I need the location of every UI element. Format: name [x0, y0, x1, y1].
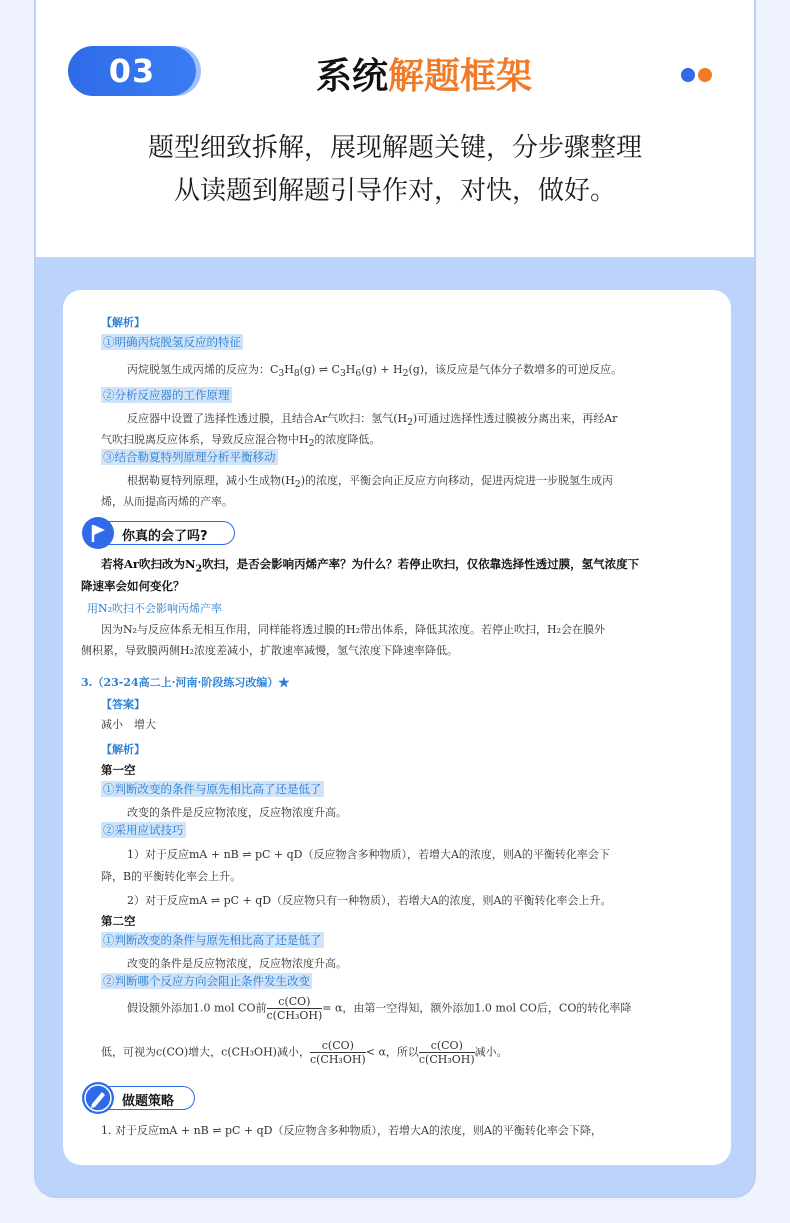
paragraph-3b: 烯，从而提高丙烯的产率。: [101, 495, 233, 508]
analysis-label-2: 【解析】: [101, 743, 145, 756]
orange-dot-icon: [698, 68, 712, 82]
blank-1-heading: 第一空: [101, 763, 136, 777]
answer-label: 【答案】: [101, 698, 145, 711]
flag-icon: [82, 517, 114, 549]
answer-value: 减小 增大: [101, 718, 156, 731]
content-card: [63, 290, 731, 1165]
step-heading-4: ①判断改变的条件与原先相比高了还是低了: [103, 782, 322, 796]
paragraph-5c: 2）对于反应mA ⇌ pC + qD（反应物只有一种物质），若增大A的浓度，则A的平衡转化率会上升。: [127, 894, 612, 907]
pencil-icon: [82, 1082, 114, 1114]
paragraph-5b: 降，B的平衡转化率会上升。: [101, 870, 242, 883]
blue-dot-icon: [681, 68, 695, 82]
paragraph-2a: 反应器中设置了选择性透过膜，且结合Ar气吹扫：氢气$(H_2)$可通过选择性透过膜被分离出来，再经Ar: [127, 412, 618, 429]
header-panel: [36, 0, 754, 257]
fraction-2: $\frac{c(CO)}{\text{c(CH₃OH)}}$: [309, 1039, 366, 1066]
section-number-badge: 03: [68, 46, 196, 96]
subtitle-line-2: 从读题到解题引导作对，对快，做好。: [173, 176, 616, 206]
step-heading-2: ②分析反应器的工作原理: [103, 388, 230, 402]
paragraph-5a: 1）对于反应mA + nB ⇌ pC + qD（反应物含多种物质），若增大A的浓度，则A的平衡转化率会下: [127, 848, 610, 861]
paragraph-3a: 根据勒夏特列原理，减小生成物$(H_2)$的浓度，平衡会向正反应方向移动，促进丙烷进一步脱氢生成丙: [127, 474, 614, 491]
paragraph-7b: 低，可视为c(CO)增大，c(CH₃OH)减小， $\frac{c(CO)}{\text{c(CH₃OH)}}$ < α，所以 $\frac{c(CO)}{\text{c(CH₃OH)}}$ 减小。: [101, 1039, 508, 1066]
analysis-label: 【解析】: [101, 316, 145, 329]
explanation-line-2: 侧积累，导致膜两侧H₂浓度差减小，扩散速率减慢，氢气浓度下降速率降低。: [81, 644, 458, 657]
decor-dots: [681, 67, 715, 86]
paragraph-6: 改变的条件是反应物浓度，反应物浓度升高。: [127, 957, 347, 970]
step-heading-5: ②采用应试技巧: [103, 823, 184, 837]
question-3-title: 3.（23-24高二上·河南·阶段练习改编）★: [81, 676, 290, 689]
question-line-1: 若将Ar吹扫改为$N_2$吹扫，是否会影响丙烯产率？为什么？若停止吹扫，仅依靠选择性透过膜，氢气浓度下: [101, 557, 640, 575]
blank-2-heading: 第二空: [101, 914, 136, 928]
step-heading-6: ①判断改变的条件与原先相比高了还是低了: [103, 933, 322, 947]
check-understanding-tag: 你真的会了吗?: [85, 521, 235, 545]
step-heading-3: ③结合勒夏特列原理分析平衡移动: [103, 450, 276, 464]
step-heading-7: ②判断哪个反应方向会阻止条件发生改变: [103, 974, 310, 988]
fraction-3: $\frac{c(CO)}{\text{c(CH₃OH)}}$: [418, 1039, 475, 1066]
paragraph-1: 丙烷脱氢生成丙烯的反应为：$C_3H_8(g)$ ⇌ $C_3H_6(g) + H_2(g)$，该反应是气体分子数增多的可逆反应。: [127, 363, 623, 380]
title-black: 系统: [316, 56, 389, 97]
strategy-line-1: 1. 对于反应mA + nB ⇌ pC + qD（反应物含多种物质），若增大A的浓度，则A的平衡转化率会下降，: [101, 1124, 602, 1137]
page-frame: [34, 0, 756, 1198]
strategy-tag: 做题策略: [85, 1086, 195, 1110]
paragraph-7a: 假设额外添加1.0 mol CO前 $\frac{c(CO)}{\text{c(CH₃OH)}}$ = α，由第一空得知，额外添加1.0 mol CO后，CO的转化率降: [127, 995, 632, 1022]
section-title: [316, 48, 532, 99]
paragraph-2b: 气吹扫脱离反应体系，导致反应混合物中$H_2$的浓度降低。: [101, 433, 381, 450]
paragraph-4: 改变的条件是反应物浓度，反应物浓度升高。: [127, 806, 347, 819]
step-heading-1: ①明确丙烷脱氢反应的特征: [103, 335, 241, 349]
title-highlight: 解题框架: [388, 56, 533, 97]
explanation-line-1: 因为N₂与反应体系无相互作用，同样能将透过膜的H₂带出体系，降低其浓度。若停止吹扫，H₂会在膜外: [101, 623, 606, 636]
answer-line: 用N₂吹扫不会影响丙烯产率: [87, 602, 223, 615]
fraction-1: $\frac{c(CO)}{\text{c(CH₃OH)}}$: [266, 995, 323, 1022]
question-line-2: 降速率会如何变化？: [81, 579, 185, 593]
subtitle-line-1: 题型细致拆解，展现解题关键，分步骤整理: [147, 133, 642, 163]
